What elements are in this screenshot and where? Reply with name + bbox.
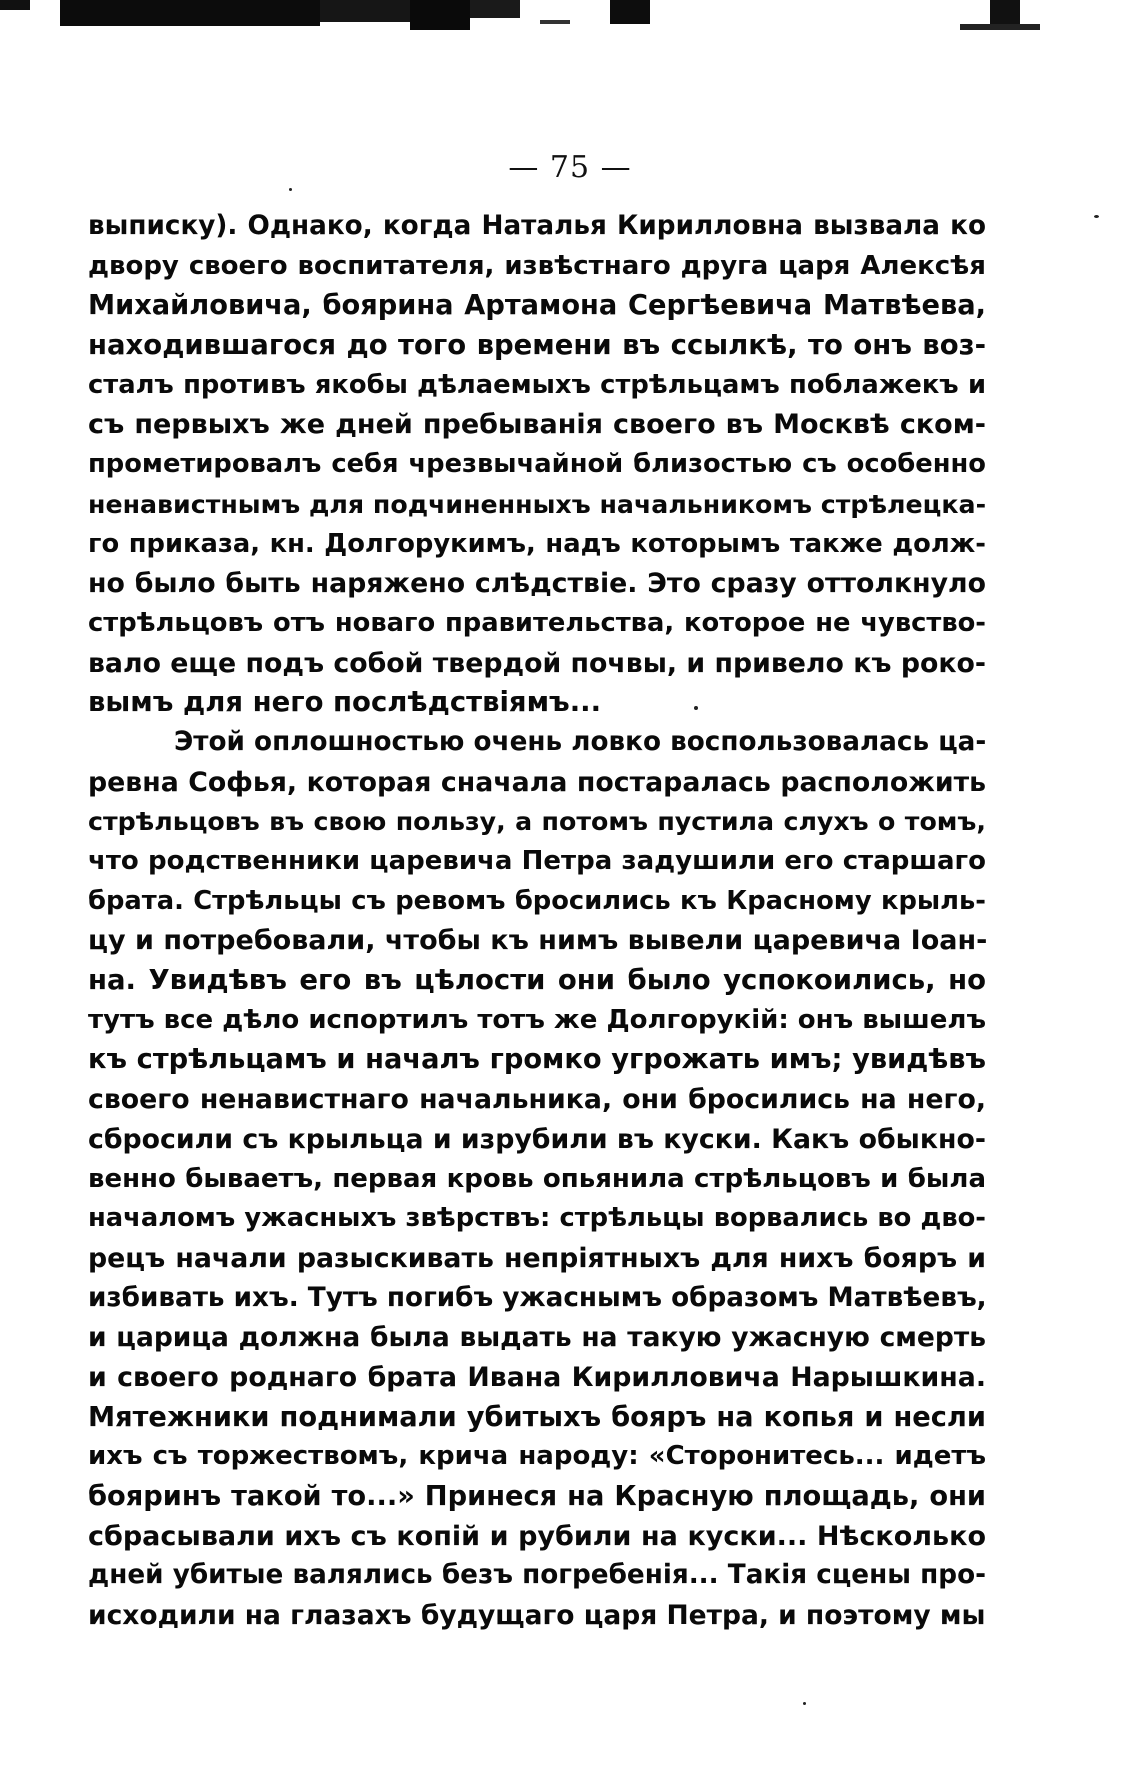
text-line: вало еще подъ собой твердой почвы, и привело къ роко- <box>88 647 986 679</box>
text-line: прометировалъ себя чрезвычайной близостью съ особенно <box>88 449 986 480</box>
scan-top-edge-artifact <box>0 0 1140 36</box>
text-line: рецъ начали разыскивать непріятныхъ для нихъ бояръ и <box>88 1242 986 1274</box>
paragraph <box>88 723 986 1636</box>
text-line: тутъ все дѣло испортилъ тотъ же Долгорукій: онъ вышелъ <box>88 1004 986 1035</box>
text-line: къ стрѣльцамъ и началъ громко угрожать имъ; увидѣвъ <box>88 1044 986 1076</box>
text-line: вымъ для него послѣдствіямъ... <box>88 686 602 719</box>
text-line: сбросили съ крыльца и изрубили въ куски. Какъ обыкно- <box>88 1123 986 1155</box>
text-line: ревна Софья, которая сначала постаралась расположить <box>88 766 986 798</box>
text-line: и царица должна была выдать на такую ужасную смерть <box>88 1322 986 1354</box>
scan-speck <box>694 706 698 710</box>
text-line: го приказа, кн. Долгорукимъ, надъ которымъ также долж- <box>88 528 986 559</box>
text-line: стрѣльцовъ въ свою пользу, а потомъ пустила слухъ о томъ, <box>88 807 986 837</box>
text-line: съ первыхъ же дней пребыванія своего въ Москвѣ ском- <box>88 409 986 441</box>
text-line: что родственники царевича Петра задушили его старшаго <box>88 846 986 876</box>
text-line: ихъ съ торжествомъ, крича народу: «Сторонитесь... идетъ <box>88 1441 986 1472</box>
text-line: началомъ ужасныхъ звѣрствъ: стрѣльцы ворвались во дво- <box>88 1203 986 1234</box>
text-line: сбрасывали ихъ съ копій и рубили на куски... Нѣсколько <box>88 1520 986 1552</box>
text-line: брата. Стрѣльцы съ ревомъ бросились къ Красному крыль- <box>88 885 986 916</box>
text-line: находившагося до того времени въ ссылкѣ, то онъ воз- <box>88 329 986 362</box>
text-line: дней убитые валялись безъ погребенія... Такія сцены про- <box>88 1560 986 1591</box>
page-number: — 75 — <box>508 150 632 185</box>
text-line: венно бываетъ, первая кровь опьянила стрѣльцовъ и была <box>88 1163 986 1194</box>
scan-speck <box>803 1702 806 1705</box>
text-line: но было быть наряжено слѣдствіе. Это сразу оттолкнуло <box>88 568 986 600</box>
text-line: двору своего воспитателя, извѣстнаго друга царя Алексѣя <box>88 250 986 281</box>
paragraph <box>88 207 986 723</box>
text-line: ненавистнымъ для подчиненныхъ начальникомъ стрѣлецка- <box>88 489 987 519</box>
text-line: исходили на глазахъ будущаго царя Петра, и поэтому мы <box>88 1600 986 1632</box>
scan-speck <box>289 188 292 191</box>
text-line: своего ненавистнаго начальника, они бросились на него, <box>88 1084 986 1116</box>
text-line: цу и потребовали, чтобы къ нимъ вывели царевича Іоан- <box>88 925 988 957</box>
text-line: избивать ихъ. Тутъ погибъ ужаснымъ образомъ Матвѣевъ, <box>88 1282 987 1313</box>
text-line: бояринъ такой то...» Принеся на Красную площадь, они <box>88 1481 986 1512</box>
text-line: Этой оплошностью очень ловко воспользовалась ца- <box>174 726 987 757</box>
text-line: и своего роднаго брата Ивана Кирилловича Нарышкина. <box>88 1361 986 1393</box>
text-line: Мятежники поднимали убитыхъ бояръ на копья и несли <box>88 1401 986 1433</box>
text-line: выписку). Однако, когда Наталья Кирилловна вызвала ко <box>88 211 986 241</box>
text-line: сталъ противъ якобы дѣлаемыхъ стрѣльцамъ поблажекъ и <box>88 369 986 400</box>
text-line: на. Увидѣвъ его въ цѣлости они было успокоились, но <box>88 964 986 997</box>
body-text <box>88 207 986 1636</box>
scan-speck <box>1094 215 1099 218</box>
text-line: Михайловича, боярина Артамона Сергѣевича Матвѣева, <box>88 290 986 322</box>
text-line: стрѣльцовъ отъ новаго правительства, которое не чувство- <box>88 607 986 638</box>
